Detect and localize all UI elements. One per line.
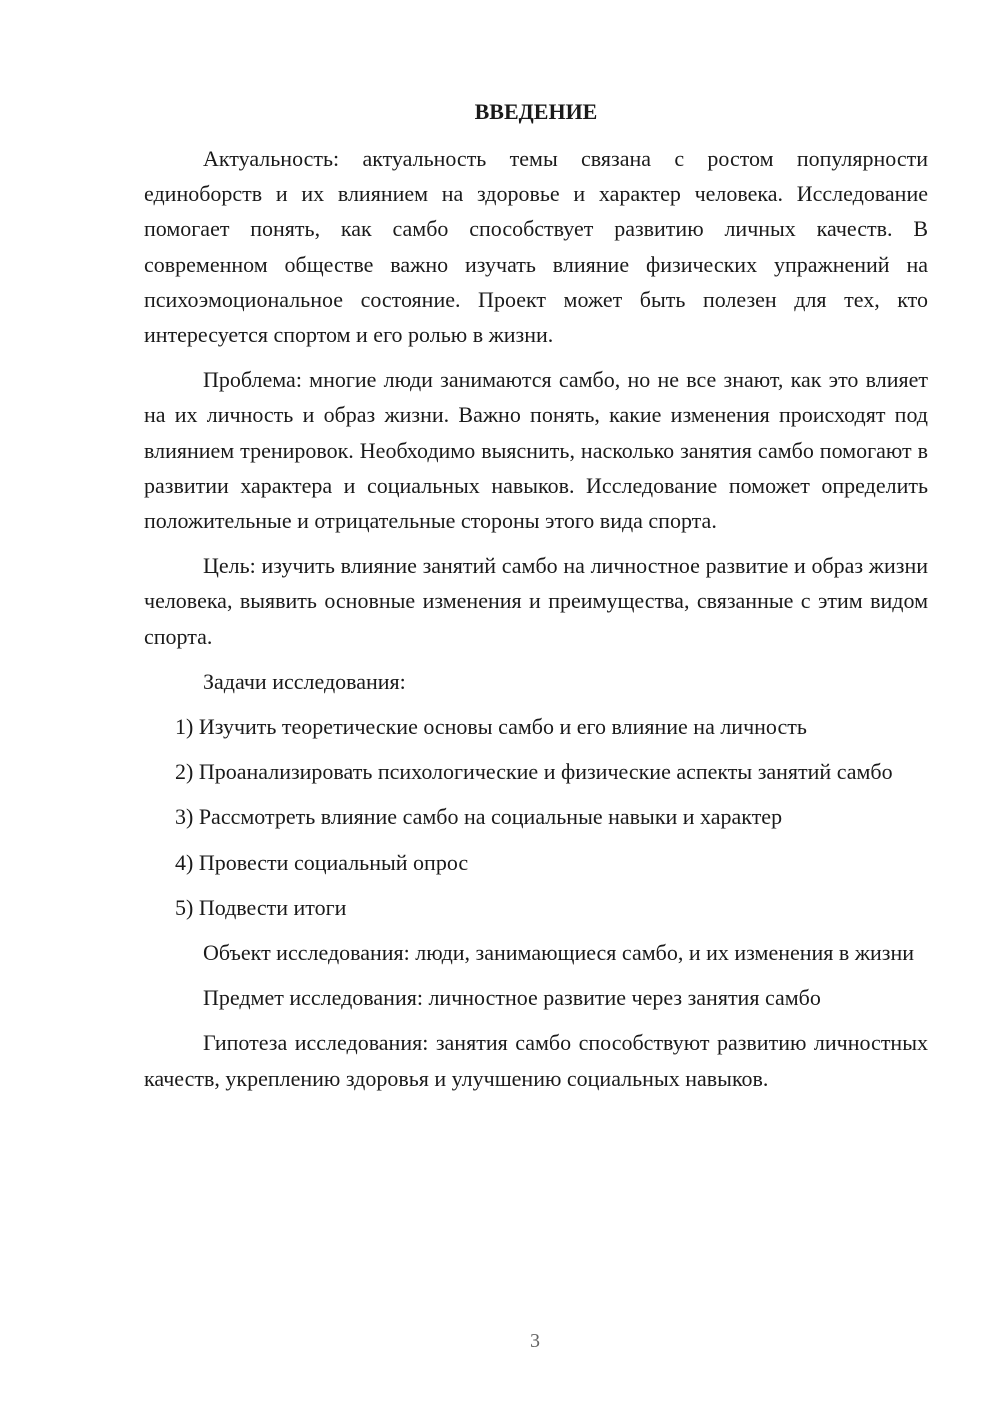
task-item-3: 3) Рассмотреть влияние самбо на социальные навыки и характер (175, 804, 783, 830)
paragraph-problem: Проблема: многие люди занимаются самбо, но не все знают, как это влияет на их личность и образ жизни. Важно понять, какие изменения происходят под влиянием тренировок. Необходимо выяснить, насколько занятия самбо помогают в развитии характера и социальных навыков. Исследование поможет определить положительные и отрицательные стороны этого вида спорта. (144, 367, 928, 534)
page-content (144, 94, 928, 1106)
tasks-heading: Задачи исследования: (203, 668, 406, 694)
page-number: 3 (530, 1330, 540, 1352)
paragraph-hypothesis: Гипотеза исследования: занятия самбо способствуют развитию личностных качеств, укреплению здоровья и улучшению социальных навыков. (144, 1030, 928, 1091)
paragraph-relevance: Актуальность: актуальность темы связана с ростом популярности единоборств и их влиянием на здоровье и характер человека. Исследование помогает понять, как самбо способствует развитию личных качеств. В современном обществе важно изучать влияние физических упражнений на психоэмоциональное состояние. Проект может быть полезен для тех, кто интересуется спортом и его ролью в жизни. (144, 146, 928, 348)
task-item-2: 2) Проанализировать психологические и физические аспекты занятий самбо (175, 759, 893, 785)
paragraph-subject: Предмет исследования: личностное развитие через занятия самбо (203, 985, 821, 1011)
task-item-5: 5) Подвести итоги (175, 894, 347, 920)
paragraph-object: Объект исследования: люди, занимающиеся самбо, и их изменения в жизни (203, 940, 915, 966)
section-title: ВВЕДЕНИЕ (474, 99, 598, 124)
task-item-4: 4) Провести социальный опрос (175, 849, 469, 875)
task-item-1: 1) Изучить теоретические основы самбо и его влияние на личность (175, 714, 807, 740)
paragraph-goal: Цель: изучить влияние занятий самбо на личностное развитие и образ жизни человека, выявить основные изменения и преимущества, связанные с этим видом спорта. (144, 553, 928, 649)
